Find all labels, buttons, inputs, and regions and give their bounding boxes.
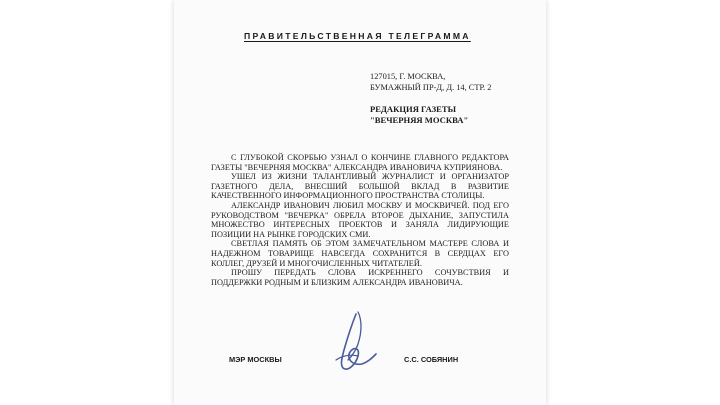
signatory-title: МЭР МОСКВЫ: [229, 355, 282, 364]
address-line-1: 127015, Г. МОСКВА,: [370, 72, 446, 81]
paragraph-4: СВЕТЛАЯ ПАМЯТЬ ОБ ЭТОМ ЗАМЕЧАТЕЛЬНОМ МАСТЕРЕ СЛОВА И НАДЕЖНОМ ТОВАРИЩЕ НАВСЕГДА СОХРАНИТСЯ В СЕРДЦАХ ЕГО КОЛЛЕГ, ДРУЗЕЙ И МНОГОЧИСЛЕННЫХ ЧИТАТЕЛЕЙ.: [211, 239, 509, 268]
recipient-line-2: "ВЕЧЕРНЯЯ МОСКВА": [370, 114, 469, 125]
recipient-line-1: РЕДАКЦИЯ ГАЗЕТЫ: [370, 104, 457, 114]
paragraph-1: С ГЛУБОКОЙ СКОРБЬЮ УЗНАЛ О КОНЧИНЕ ГЛАВНОГО РЕДАКТОРА ГАЗЕТЫ "ВЕЧЕРНЯЯ МОСКВА" АЛЕКСАНДРА ИВАНОВИЧА КУПРИЯНОВА.: [211, 153, 509, 172]
recipient: [370, 104, 468, 125]
handwritten-signature: [318, 310, 388, 376]
paragraph-5: ПРОШУ ПЕРЕДАТЬ СЛОВА ИСКРЕННЕГО СОЧУВСТВИЯ И ПОДДЕРЖКИ РОДНЫМ И БЛИЗКИМ АЛЕКСАНДРА ИВАНОВИЧА.: [211, 268, 509, 287]
address-line-2: БУМАЖНЫЙ ПР-Д, Д. 14, СТР. 2: [370, 82, 492, 92]
telegram-header: ПРАВИТЕЛЬСТВЕННАЯ ТЕЛЕГРАММА: [244, 31, 471, 41]
signatory-name: С.С. СОБЯНИН: [404, 355, 459, 364]
sender-address: [370, 72, 491, 93]
telegram-body: [211, 153, 509, 287]
paragraph-2: УШЕЛ ИЗ ЖИЗНИ ТАЛАНТЛИВЫЙ ЖУРНАЛИСТ И ОРГАНИЗАТОР ГАЗЕТНОГО ДЕЛА, ВНЕСШИЙ БОЛЬШОЙ ВКЛАД В РАЗВИТИЕ КАЧЕСТВЕННОГО ИНФОРМАЦИОННОГО ПРОСТРАНСТВА СТОЛИЦЫ.: [211, 172, 509, 201]
paragraph-3: АЛЕКСАНДР ИВАНОВИЧ ЛЮБИЛ МОСКВУ И МОСКВИЧЕЙ. ПОД ЕГО РУКОВОДСТВОМ "ВЕЧЕРКА" ОБРЕЛА ВТОРОЕ ДЫХАНИЕ, ЗАПУСТИЛА МНОЖЕСТВО ИНТЕРЕСНЫХ ПРОЕКТОВ И ЗАНЯЛА ЛИДИРУЮЩИЕ ПОЗИЦИИ НА РЫНКЕ ГОРОДСКИХ СМИ.: [211, 200, 509, 239]
